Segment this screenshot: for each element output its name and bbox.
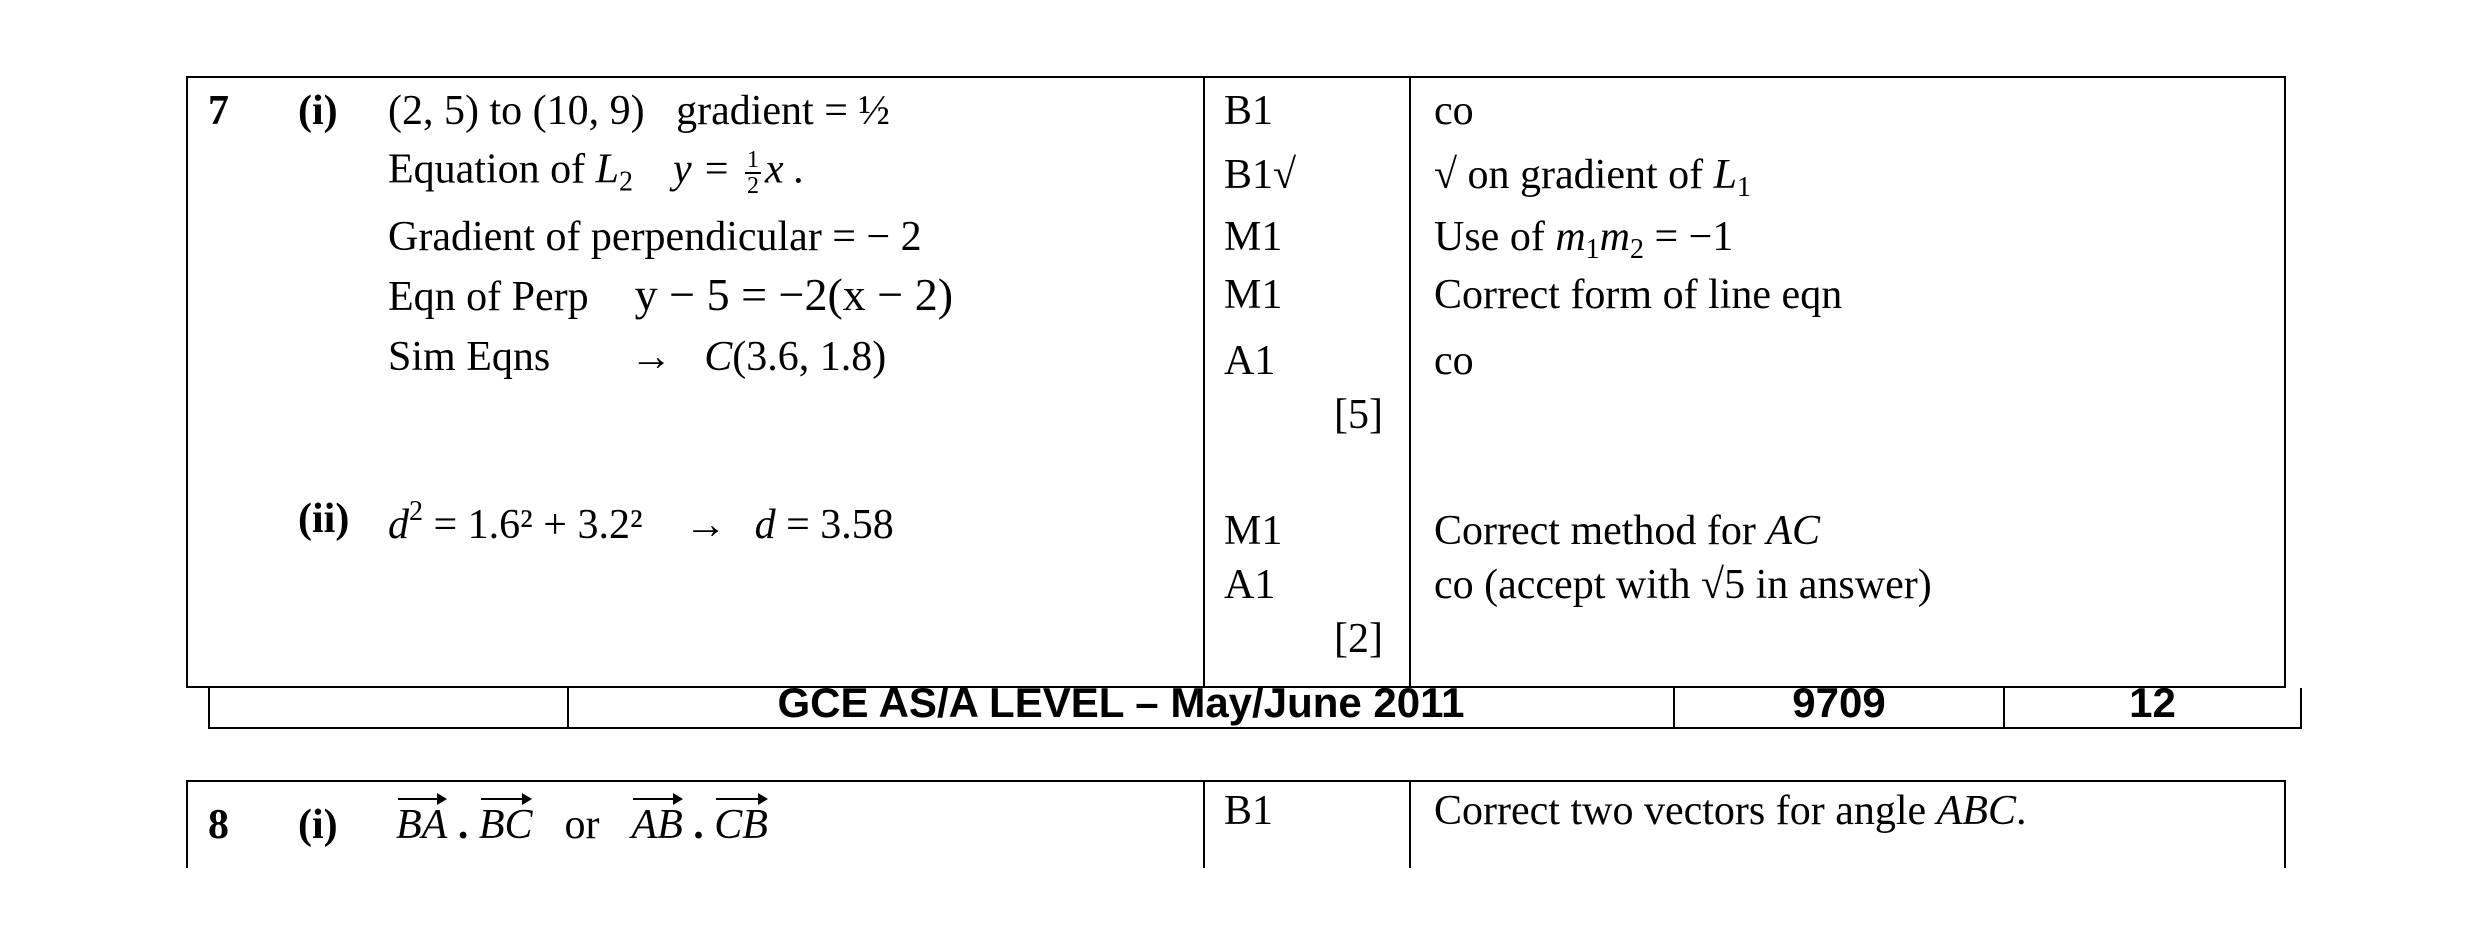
q7-number: 7 (208, 88, 229, 134)
vector-bc: BC (478, 802, 533, 848)
vector-ba: BA (396, 802, 448, 848)
q8-divider-notes (1409, 780, 1411, 868)
q7-note-4: Correct form of line eqn (1434, 272, 1843, 318)
header-paper: 12 (2129, 679, 2176, 726)
header-right-edge (2300, 688, 2302, 729)
q8-table-top (186, 780, 2286, 782)
header-syllabus: 9709 (1792, 679, 1886, 726)
q7-note-5: co (1434, 338, 1474, 384)
q7-mark-5: A1 (1224, 338, 1276, 384)
header-left-edge (208, 688, 210, 729)
q8-left-edge (186, 780, 188, 868)
vector-cb: CB (714, 802, 768, 848)
q7-divider-notes (1409, 76, 1411, 688)
q8-right-edge (2284, 780, 2286, 868)
q7-total-i: [5] (1334, 392, 1383, 438)
q7-mark-ii-1: M1 (1224, 508, 1283, 554)
vector-ab: AB (631, 802, 683, 848)
q7-note-ii-2: co (accept with √5 in answer) (1434, 562, 1932, 608)
q7-part-ii-label: (ii) (298, 496, 350, 542)
q7-note-2: √ on gradient of $L_1$ (1434, 152, 1752, 203)
q7-total-ii: [2] (1334, 616, 1383, 662)
q7-i-line1: (2, 5) to (10, 9) gradient = ½ (388, 88, 890, 134)
q7-note-ii-1: Correct method for AC (1434, 508, 1821, 554)
q7-mark-3: M1 (1224, 214, 1283, 260)
q8-mark-1: B1 (1224, 788, 1274, 834)
q7-i-line5: Sim Eqns → C(3.6, 1.8) (388, 334, 887, 380)
q8-number: 8 (208, 802, 229, 848)
fraction-one-half: $\frac{1}{2}$ (746, 147, 759, 199)
q8-note-1: Correct two vectors for angle ABC. (1434, 788, 2027, 834)
q8-vectors: BA . BC or AB . CB (396, 802, 768, 848)
q7-i-line2: Equation of $L_2$ y = $\frac{1}{2}$ x . (388, 146, 805, 199)
q7-ii-line1: $d^2 = 1.6^2 + 3.2^2 \to d = 3.58$ (388, 496, 894, 548)
q7-i-line3: Gradient of perpendicular = − 2 (388, 214, 922, 260)
q7-mark-ii-2: A1 (1224, 562, 1276, 608)
q7-mark-4: M1 (1224, 272, 1283, 318)
q7-i-line4: Eqn of Perp y − 5 = −2(x − 2) (388, 269, 954, 320)
header-bottom-line (208, 727, 2302, 729)
q7-note-3: Use of $m_1m_2 = -1$ (1434, 214, 1734, 265)
q7-mark-1: B1 (1224, 88, 1274, 134)
header-title: GCE AS/A LEVEL – May/June 2011 (777, 679, 1465, 726)
q8-divider-marks (1203, 780, 1205, 868)
q7-part-i-label: (i) (298, 88, 338, 134)
q8-part-i-label: (i) (298, 802, 338, 848)
q7-divider-marks (1203, 76, 1205, 688)
q7-mark-2: B1√ (1224, 152, 1297, 198)
q7-note-1: co (1434, 88, 1474, 134)
